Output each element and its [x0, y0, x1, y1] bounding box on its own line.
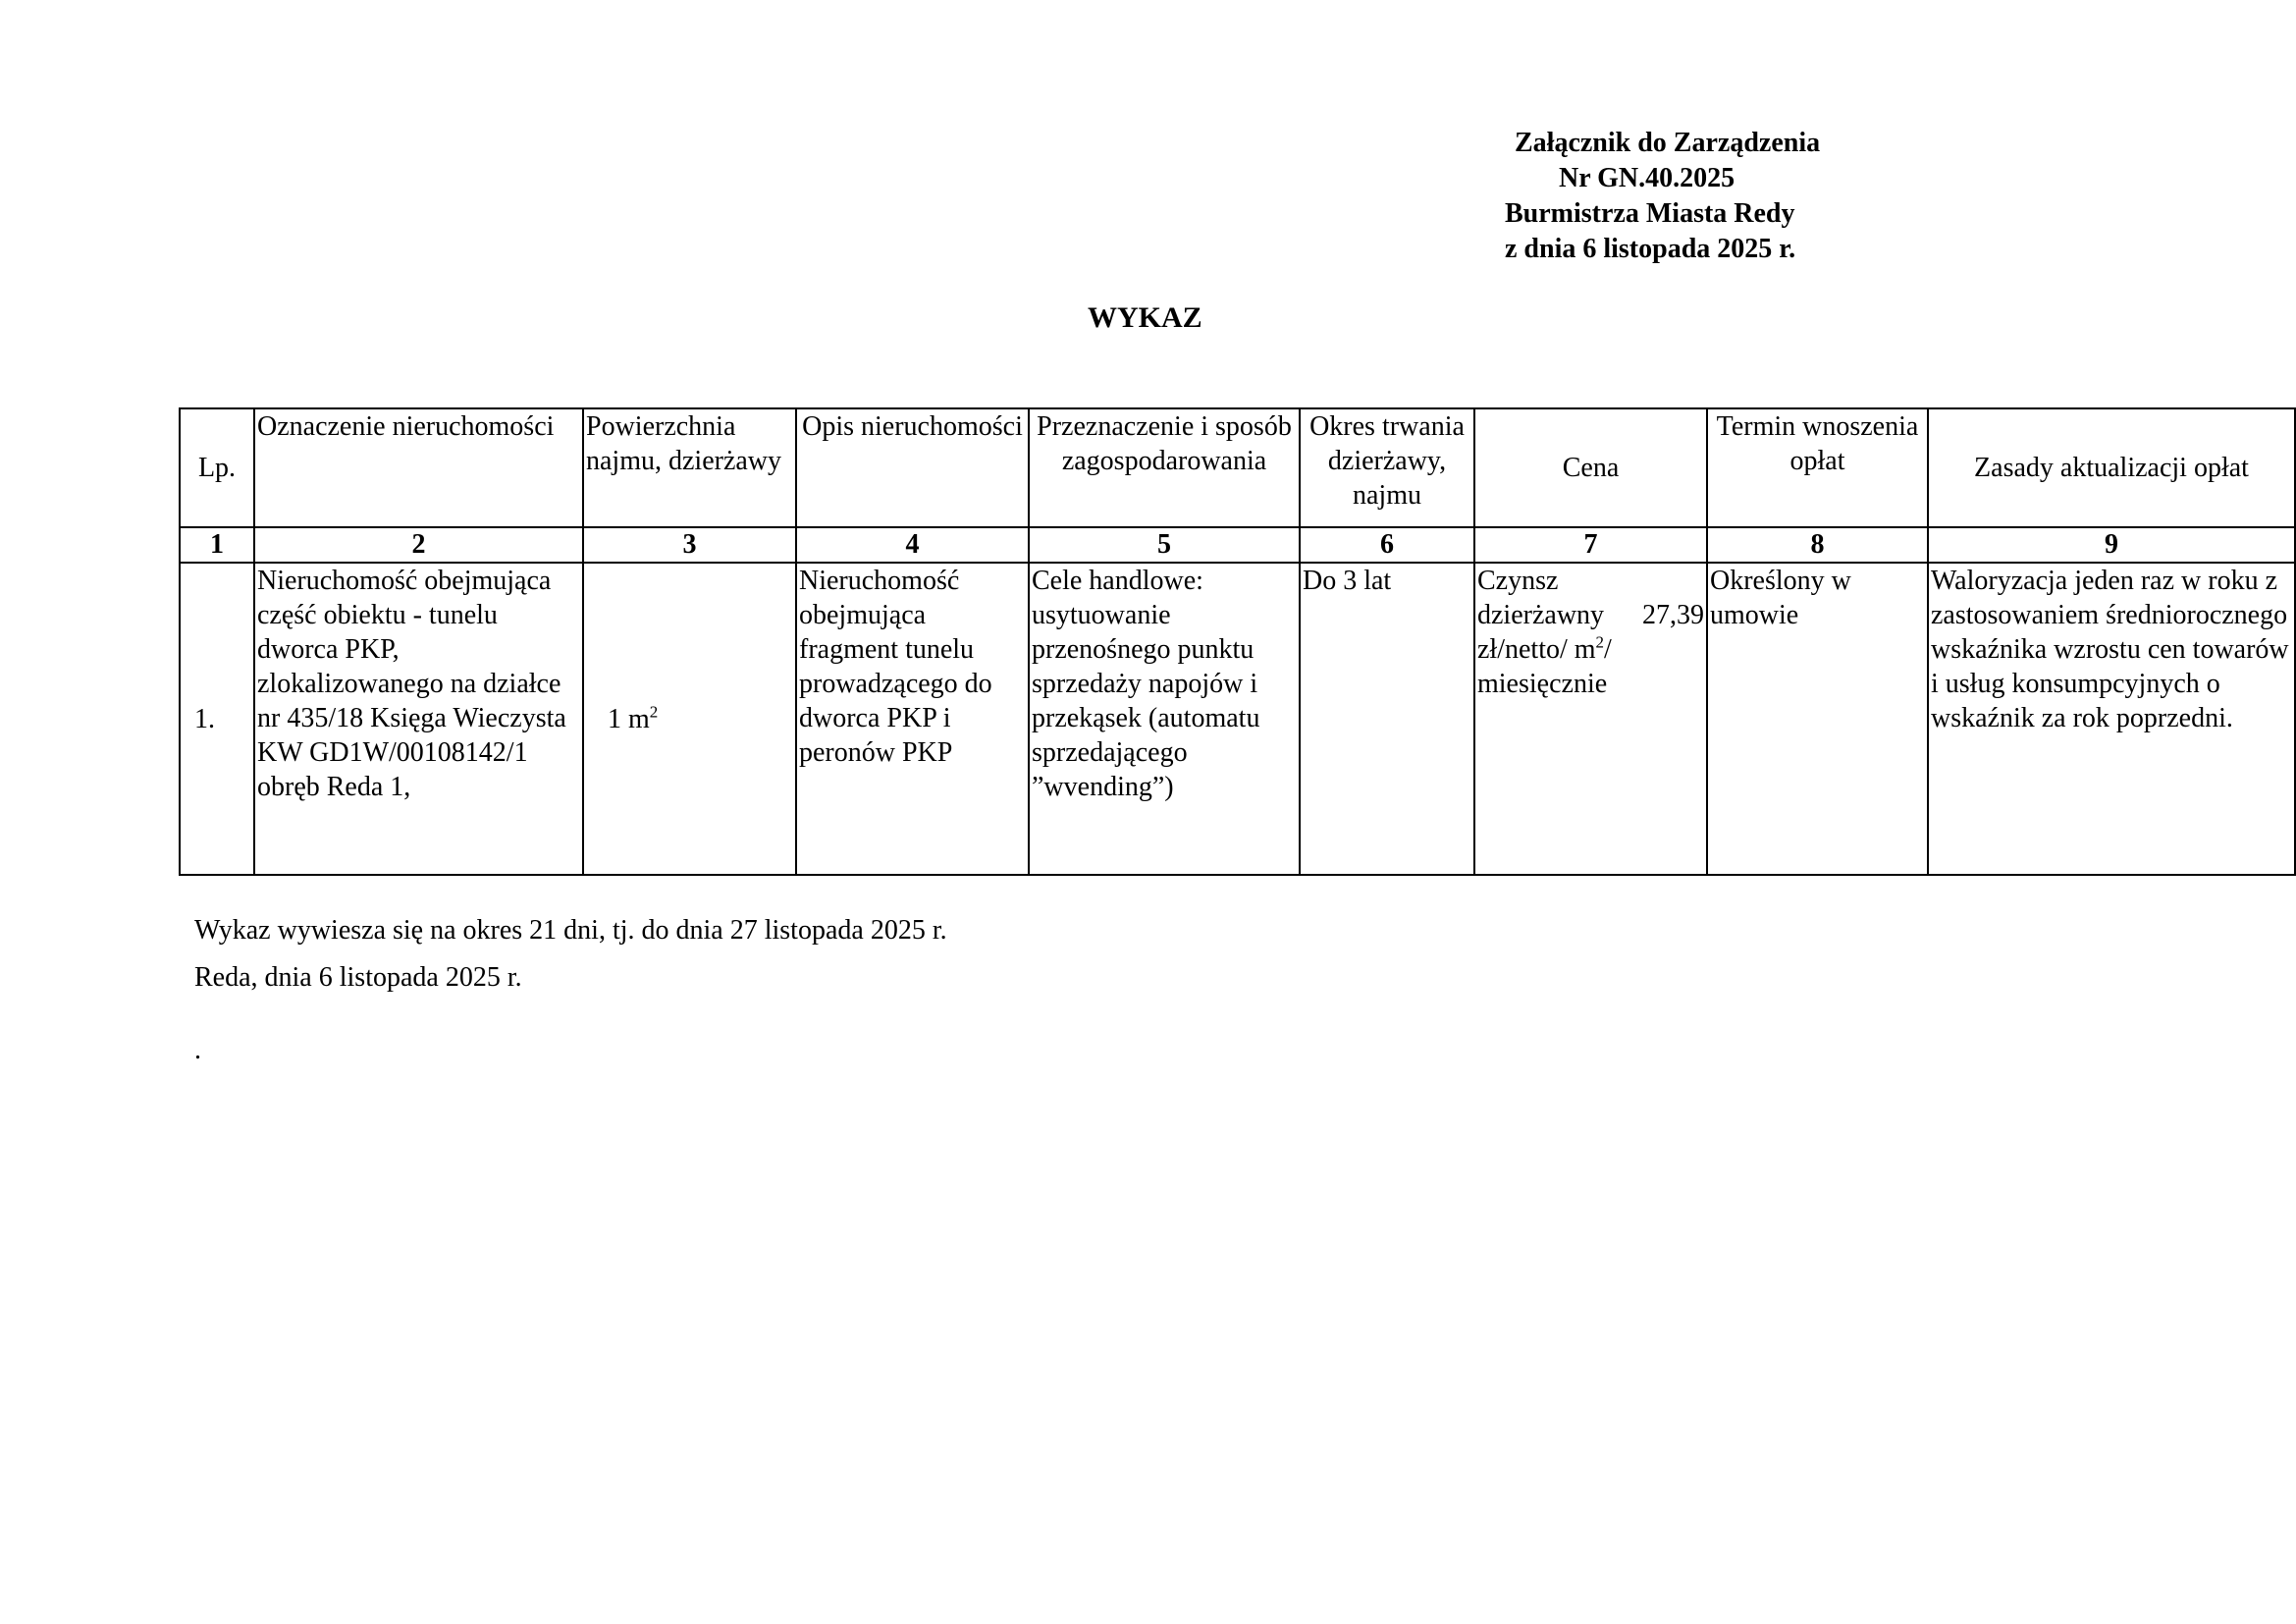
- place-and-date: Reda, dnia 6 listopada 2025 r.: [194, 962, 522, 993]
- row-price-unit: [1477, 632, 1704, 667]
- trailing-dot: .: [194, 1035, 201, 1065]
- column-number: 8: [1707, 527, 1928, 563]
- column-number: 5: [1029, 527, 1300, 563]
- row-price-line-4: miesięcznie: [1477, 669, 1608, 699]
- column-header-purpose: Przeznaczenie i sposób zagospodarowania: [1029, 408, 1300, 527]
- row-area-superscript: 2: [649, 702, 659, 722]
- attachment-header-line-4: z dnia 6 listopada 2025 r.: [1505, 234, 1796, 264]
- column-header-price: Cena: [1474, 408, 1707, 527]
- attachment-header: [1502, 126, 1924, 267]
- row-area: [583, 563, 796, 875]
- table-header-row: [180, 408, 2295, 527]
- row-price-unit-slash: /: [1604, 634, 1612, 665]
- document-title: WYKAZ: [1088, 301, 1202, 334]
- column-header-payment-date: Termin wnoszenia opłat: [1707, 408, 1928, 527]
- column-header-property-designation: Oznaczenie nieruchomości: [254, 408, 583, 527]
- row-lease-period: Do 3 lat: [1300, 563, 1474, 875]
- column-number-row: [180, 527, 2295, 563]
- row-lp: 1.: [180, 563, 254, 875]
- attachment-header-line-3: Burmistrza Miasta Redy: [1505, 198, 1795, 229]
- column-header-lp: Lp.: [180, 408, 254, 527]
- column-number: 7: [1474, 527, 1707, 563]
- row-price-unit-text: zł/netto/ m: [1477, 634, 1596, 665]
- column-number: 3: [583, 527, 796, 563]
- row-price-word: dzierżawny: [1477, 600, 1605, 630]
- row-description: Nieruchomość obejmująca fragment tunelu prowadzącego do dworca PKP i peronów PKP: [796, 563, 1029, 875]
- posting-period-note: Wykaz wywiesza się na okres 21 dni, tj. do dnia 27 listopada 2025 r.: [194, 915, 947, 946]
- row-payment-date: Określony w umowie: [1707, 563, 1928, 875]
- column-header-lease-period: Okres trwania dzierżawy, najmu: [1300, 408, 1474, 527]
- column-number: 4: [796, 527, 1029, 563]
- column-number: 6: [1300, 527, 1474, 563]
- column-header-description: Opis nieruchomości: [796, 408, 1029, 527]
- column-header-area: Powierzchnia najmu, dzierżawy: [583, 408, 796, 527]
- property-table: [179, 407, 2296, 876]
- column-number: 2: [254, 527, 583, 563]
- row-area-value: 1 m: [608, 703, 650, 734]
- row-price: [1474, 563, 1707, 875]
- row-price-line-1: Czynsz: [1477, 566, 1559, 596]
- column-number: 1: [180, 527, 254, 563]
- table-row: [180, 563, 2295, 875]
- row-property-designation: Nieruchomość obejmująca część obiektu - tunelu dworca PKP, zlokalizowanego na działce nr 435/18 Księga Wieczysta KW GD1W/00108142/1 obręb Reda 1,: [254, 563, 583, 875]
- column-number: 9: [1928, 527, 2295, 563]
- row-price-unit-superscript: 2: [1595, 632, 1605, 652]
- column-header-update-rules: Zasady aktualizacji opłat: [1928, 408, 2295, 527]
- row-update-rules: Waloryzacja jeden raz w roku z zastosowaniem średniorocznego wskaźnika wzrostu cen towarów i usług konsumpcyjnych o wskaźnik za rok poprzedni.: [1928, 563, 2295, 875]
- row-price-amount: 27,39: [1642, 600, 1704, 630]
- attachment-header-line-2: Nr GN.40.2025: [1559, 163, 1735, 193]
- attachment-header-line-1: Załącznik do Zarządzenia: [1515, 128, 1821, 158]
- row-purpose: Cele handlowe: usytuowanie przenośnego punktu sprzedaży napojów i przekąsek (automatu sprzedającego ”wvending”): [1029, 563, 1300, 875]
- row-price-line-2: [1477, 598, 1704, 632]
